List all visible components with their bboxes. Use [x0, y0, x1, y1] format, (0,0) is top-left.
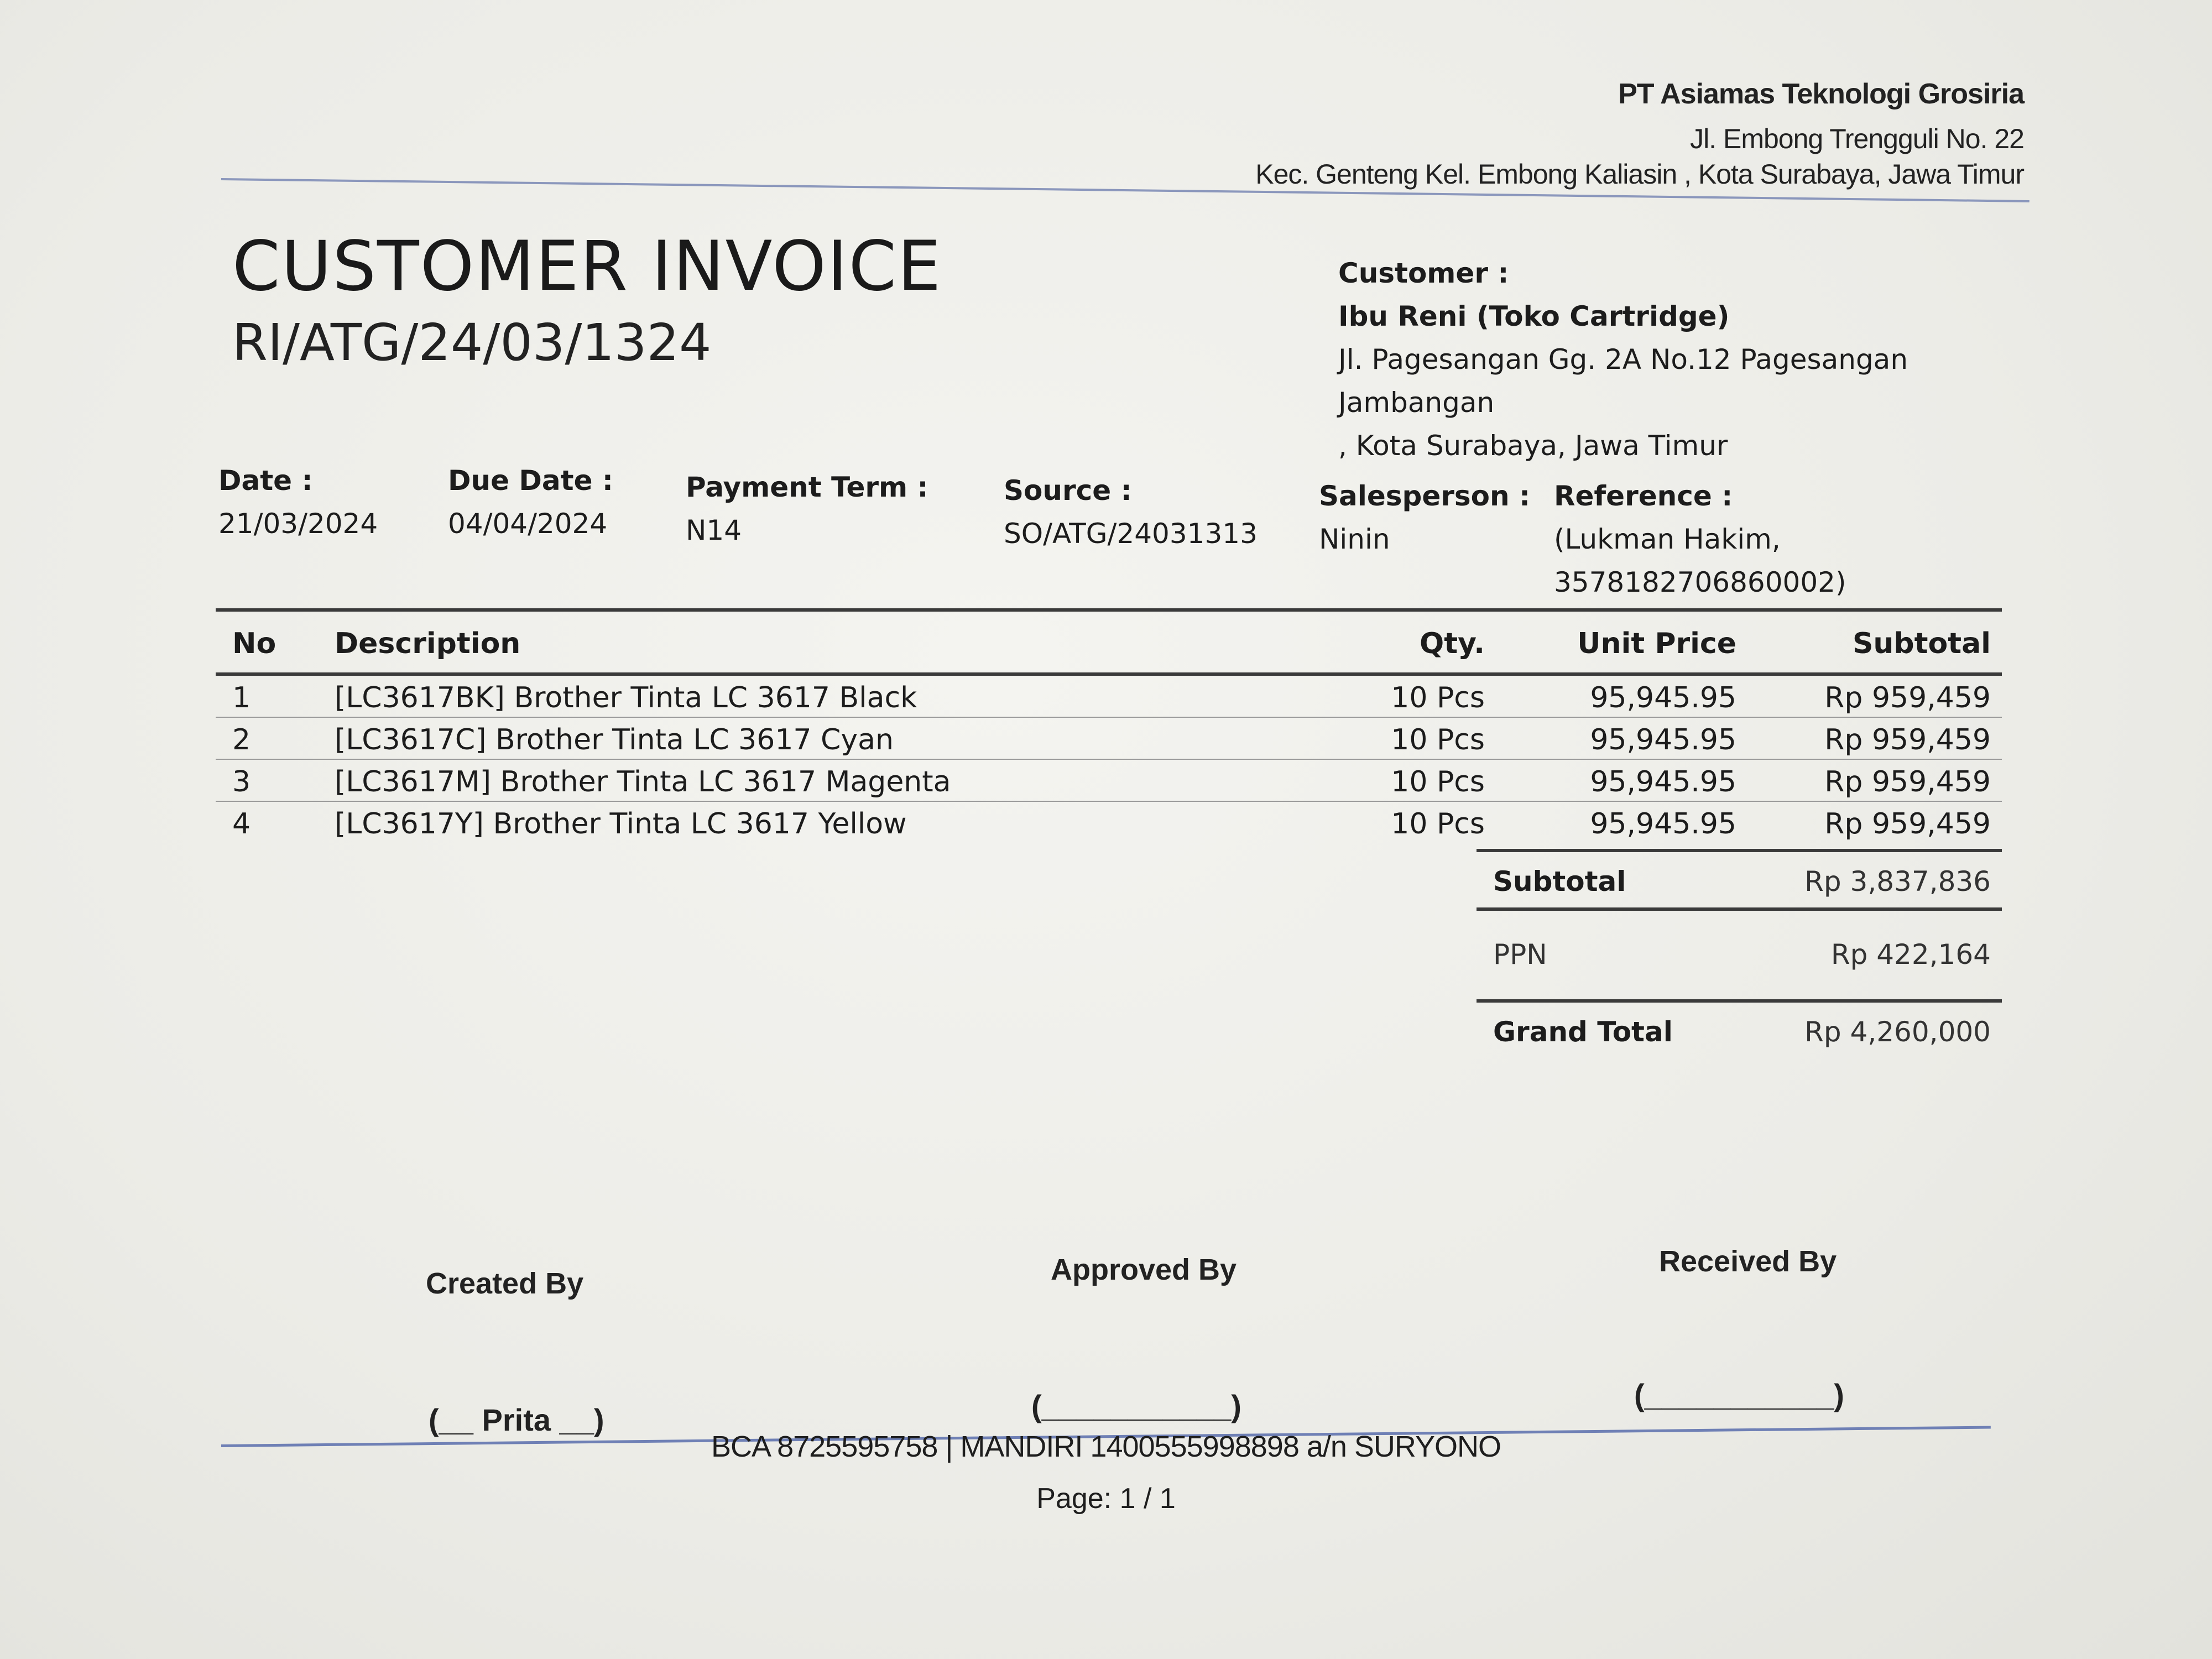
row-unit-price: 95,945.95 — [1590, 765, 1736, 799]
row-description: [LC3617Y] Brother Tinta LC 3617 Yellow — [335, 807, 907, 841]
meta-reference — [1554, 474, 1846, 604]
row-no: 4 — [232, 807, 251, 841]
customer-address-1: Jl. Pagesangan Gg. 2A No.12 Pagesangan — [1338, 343, 1908, 375]
source-value: SO/ATG/24031313 — [1004, 518, 1258, 550]
meta-salesperson — [1319, 474, 1530, 561]
row-no: 3 — [232, 765, 251, 799]
reference-value-2: 3578182706860002) — [1554, 566, 1846, 598]
date-value: 21/03/2024 — [218, 508, 378, 540]
row-qty: 10 Pcs — [1391, 723, 1485, 757]
row-qty: 10 Pcs — [1391, 765, 1485, 799]
ppn-value: Rp 422,164 — [1830, 938, 1991, 971]
row-subtotal: Rp 959,459 — [1824, 807, 1991, 841]
meta-date — [218, 459, 378, 545]
row-unit-price: 95,945.95 — [1590, 681, 1736, 714]
row-description: [LC3617BK] Brother Tinta LC 3617 Black — [335, 681, 917, 714]
created-by-name: (__ Prita __) — [429, 1402, 604, 1437]
due-date-label: Due Date : — [448, 465, 613, 497]
row-qty: 10 Pcs — [1391, 681, 1485, 714]
table-header — [216, 608, 2002, 676]
received-by-signature-line: (___________) — [1634, 1378, 1844, 1412]
row-subtotal: Rp 959,459 — [1824, 681, 1991, 714]
received-by-label: Received By — [1659, 1245, 1837, 1278]
header-subtotal: Subtotal — [1852, 627, 1991, 660]
invoice-number: RI/ATG/24/03/1324 — [232, 313, 712, 372]
header-description: Description — [335, 627, 521, 660]
customer-label: Customer : — [1338, 257, 1509, 289]
page-number: Page: 1 / 1 — [1036, 1483, 1176, 1515]
payment-term-label: Payment Term : — [686, 471, 928, 503]
meta-payment-term — [686, 466, 928, 552]
subtotal-row — [1477, 849, 2002, 911]
company-name: PT Asiamas Teknologi Grosiria — [1618, 78, 2024, 110]
grand-total-row — [1477, 999, 2002, 1058]
reference-value-1: (Lukman Hakim, — [1554, 523, 1781, 555]
salesperson-label: Salesperson : — [1319, 480, 1531, 512]
customer-name: Ibu Reni (Toko Cartridge) — [1338, 300, 1730, 332]
grand-total-label: Grand Total — [1493, 1016, 1673, 1048]
company-address-2: Kec. Genteng Kel. Embong Kaliasin , Kota Surabaya, Jawa Timur — [1255, 159, 2024, 190]
items-table — [216, 608, 2002, 843]
row-description: [LC3617C] Brother Tinta LC 3617 Cyan — [335, 723, 894, 757]
invoice-title: CUSTOMER INVOICE — [232, 227, 942, 306]
due-date-value: 04/04/2024 — [448, 508, 608, 540]
reference-label: Reference : — [1554, 480, 1733, 512]
ppn-row — [1477, 911, 2002, 999]
created-by-label: Created By — [426, 1267, 584, 1300]
bank-info: BCA 8725595758 | MANDIRI 1400555998898 a/n SURYONO — [711, 1430, 1501, 1463]
salesperson-value: Ninin — [1319, 523, 1390, 555]
approved-by-signature-line: (___________) — [1031, 1389, 1241, 1423]
totals-block — [1477, 849, 2002, 1058]
customer-address-2: Jambangan — [1338, 387, 1495, 419]
row-subtotal: Rp 959,459 — [1824, 723, 1991, 757]
table-row — [216, 718, 2002, 760]
row-description: [LC3617M] Brother Tinta LC 3617 Magenta — [335, 765, 951, 799]
row-unit-price: 95,945.95 — [1590, 723, 1736, 757]
table-row — [216, 676, 2002, 718]
meta-source — [1004, 469, 1258, 555]
meta-due-date — [448, 459, 613, 545]
source-label: Source : — [1004, 474, 1132, 507]
subtotal-label: Subtotal — [1493, 865, 1626, 898]
table-row — [216, 802, 2002, 843]
date-label: Date : — [218, 465, 313, 497]
approved-by-label: Approved By — [1051, 1253, 1237, 1286]
header-no: No — [232, 627, 276, 660]
company-header — [1255, 77, 2024, 190]
customer-address-3: , Kota Surabaya, Jawa Timur — [1338, 430, 1728, 462]
company-address-1: Jl. Embong Trengguli No. 22 — [1690, 123, 2024, 154]
row-subtotal: Rp 959,459 — [1824, 765, 1991, 799]
invoice-title-block — [232, 227, 942, 372]
payment-term-value: N14 — [686, 514, 742, 546]
customer-block — [1338, 252, 1908, 467]
row-no: 1 — [232, 681, 251, 714]
table-row — [216, 760, 2002, 802]
row-no: 2 — [232, 723, 251, 757]
grand-total-value: Rp 4,260,000 — [1804, 1016, 1991, 1048]
subtotal-value: Rp 3,837,836 — [1804, 865, 1991, 898]
header-qty: Qty. — [1420, 627, 1485, 660]
ppn-label: PPN — [1493, 938, 1547, 971]
header-unit-price: Unit Price — [1577, 627, 1736, 660]
row-unit-price: 95,945.95 — [1590, 807, 1736, 841]
row-qty: 10 Pcs — [1391, 807, 1485, 841]
